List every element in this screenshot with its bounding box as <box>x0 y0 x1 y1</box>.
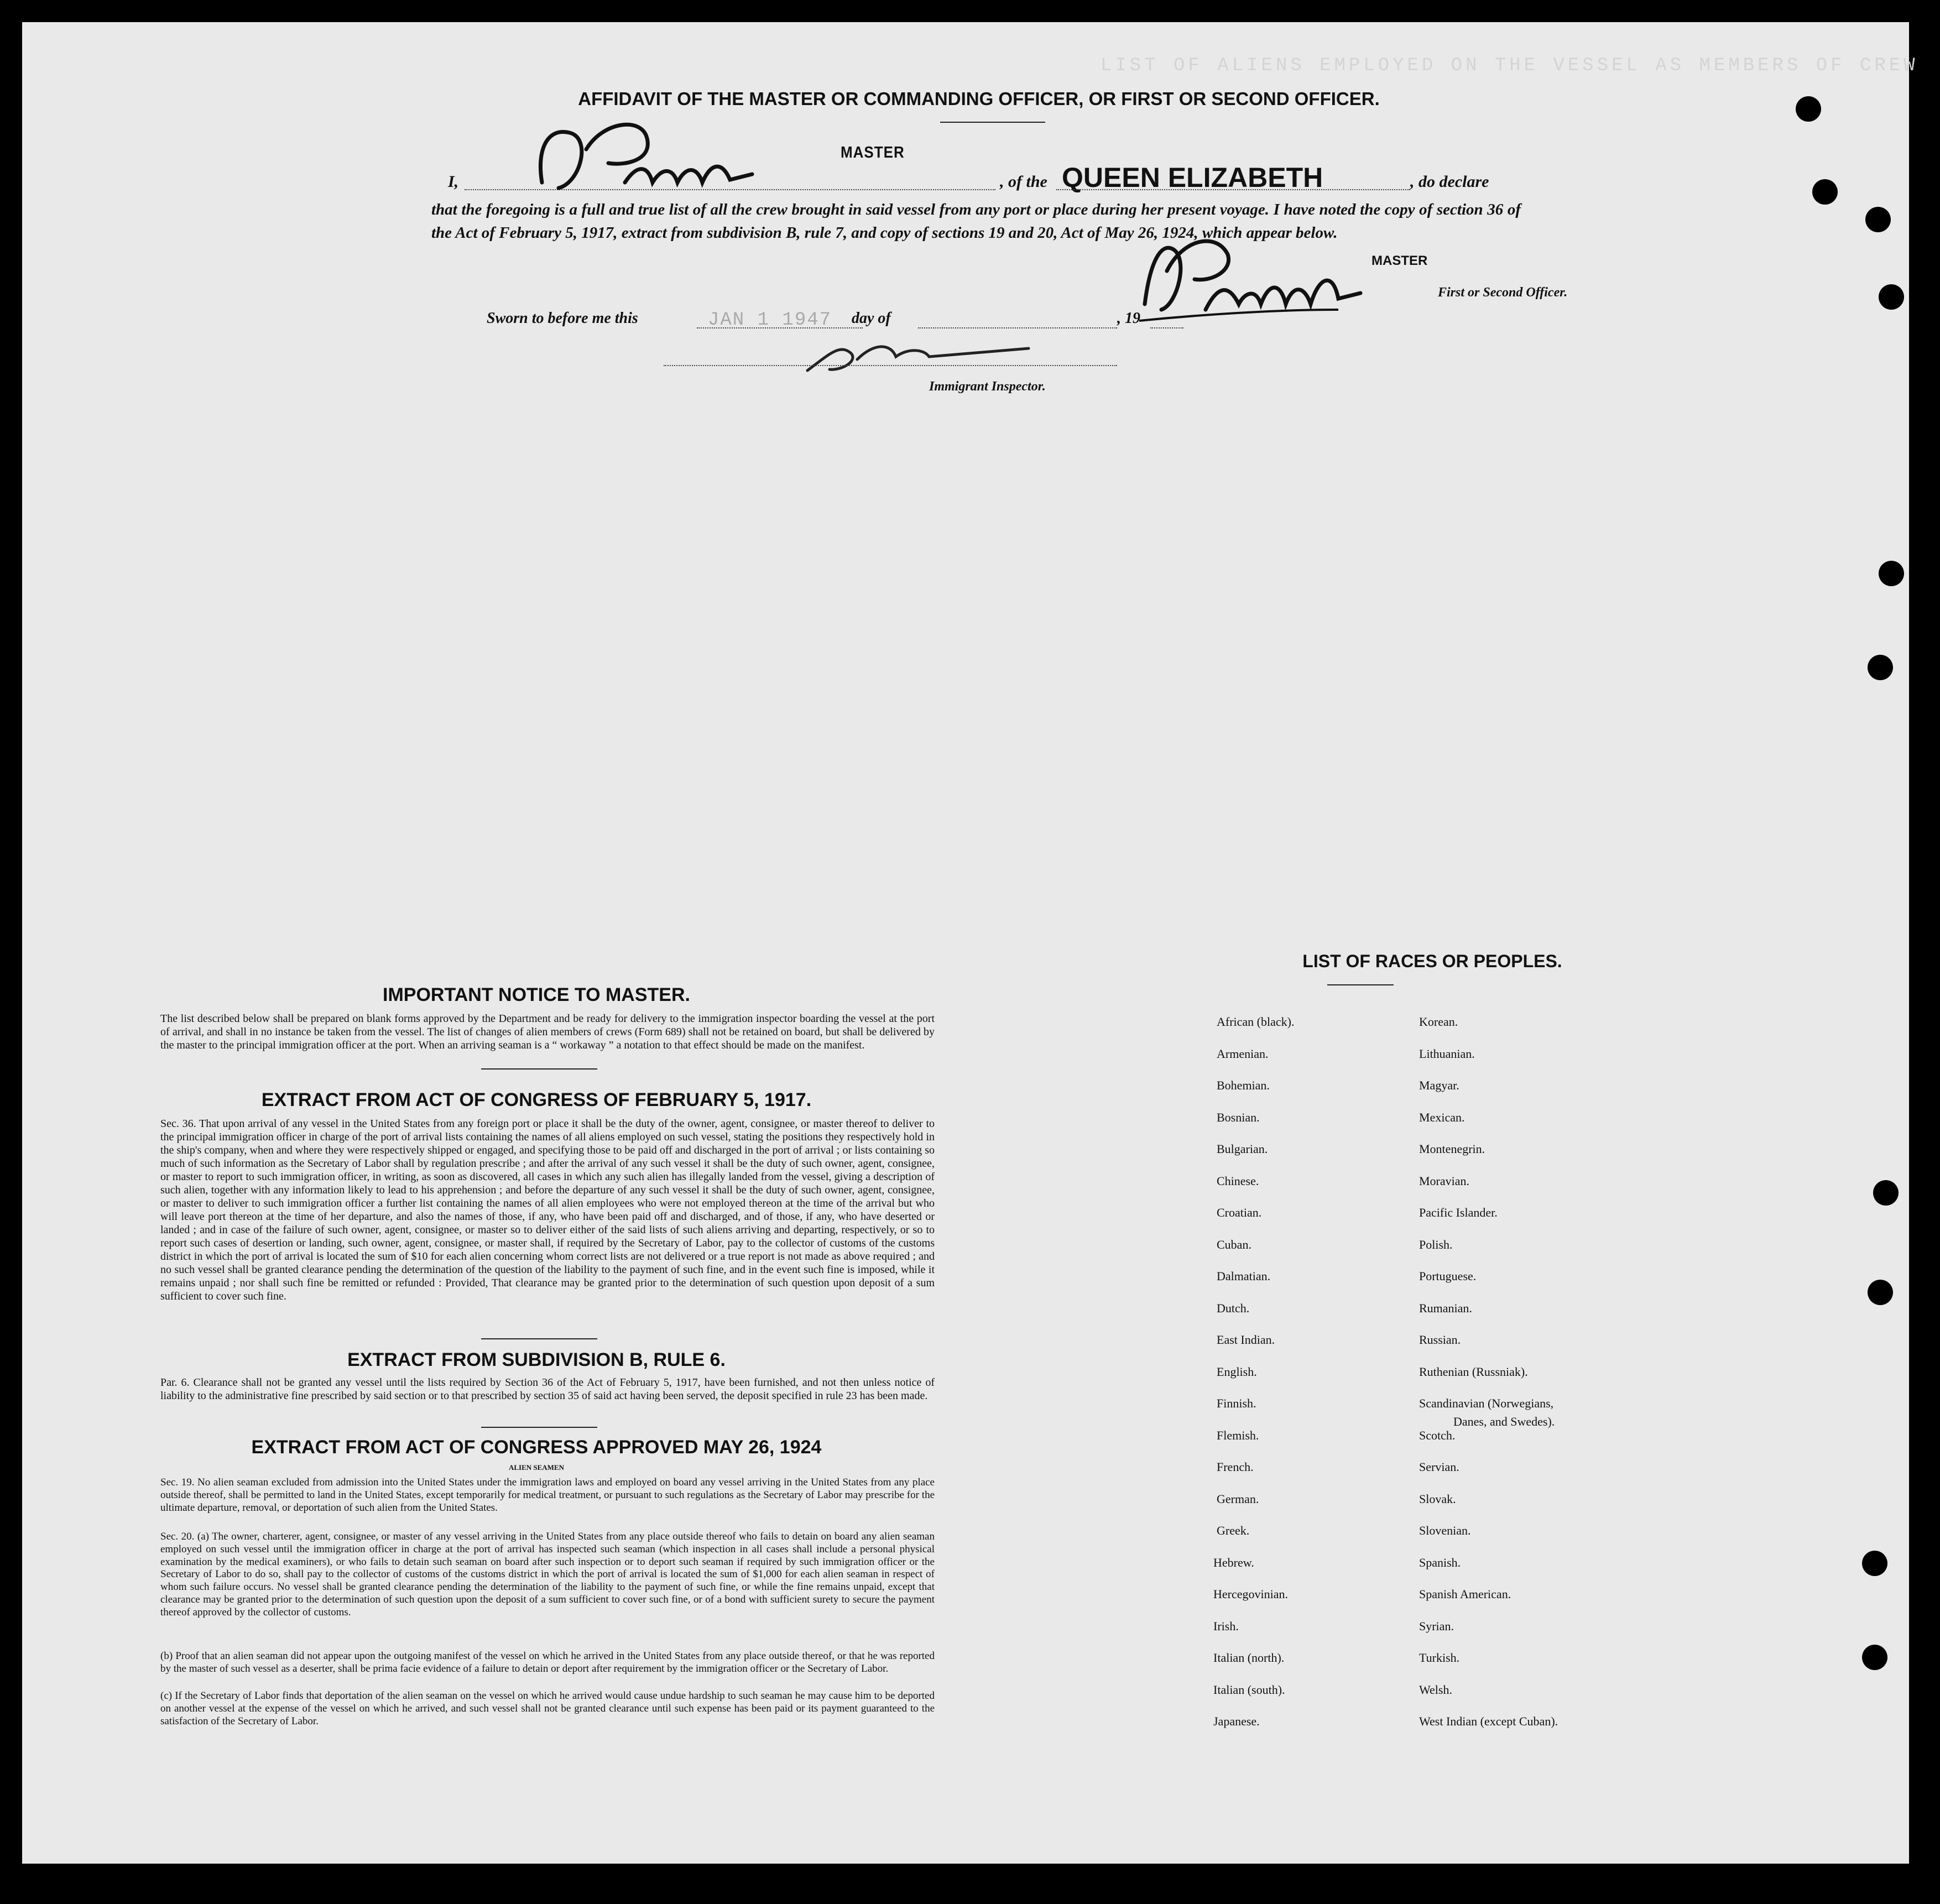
race-item: Spanish American. <box>1419 1587 1511 1601</box>
sworn-label: Sworn to before me this <box>487 310 638 327</box>
race-item: Bohemian. <box>1217 1078 1270 1092</box>
race-item: Cuban. <box>1217 1237 1251 1251</box>
affidavit-title: AFFIDAVIT OF THE MASTER OR COMMANDING OFFICER, OR FIRST OR SECOND OFFICER. <box>578 88 1380 109</box>
races-title: LIST OF RACES OR PEOPLES. <box>1302 951 1562 971</box>
race-item: Mexican. <box>1419 1110 1465 1124</box>
punch-hole <box>1879 284 1904 310</box>
race-item: Dalmatian. <box>1217 1269 1271 1283</box>
year-label: , 19 <box>1117 310 1140 327</box>
race-item: Polish. <box>1419 1237 1453 1251</box>
subdivision-b-body: Par. 6. Clearance shall not be granted any vessel until the lists required by Section 36 of the Act of February 5, 1917, have been furnished, and not then unless notice of liability to the administrative fine prescribed by said section or to that prescribed by section 35 of said act having been served, the deposit specified in rule 23 has been made. <box>160 1376 935 1402</box>
ship-name: QUEEN ELIZABETH <box>1062 162 1323 193</box>
race-item: Welsh. <box>1419 1682 1452 1697</box>
race-item: Servian. <box>1419 1460 1459 1474</box>
inspector-line <box>664 365 1117 366</box>
month-blank-line <box>918 327 1117 328</box>
of-the-label: , of the <box>1000 173 1047 191</box>
extract-1917-body: Sec. 36. That upon arrival of any vessel in the United States from any foreign port or place it shall be the duty of the owner, agent, consignee, or master thereof to deliver to the principal immigration officer in charge of the port of arrival lists containing the names of all aliens employed on such vessel, stating the positions they respectively hold in the ship's company, when and where they were respectively shipped or engaged, and specifying those to be paid off and discharged in the port of arrival ; or lists containing so much of such information as the Secretary of Labor shall by regulation prescribe ; and after the arrival of any such vessel it shall be the duty of such owner, agent, consignee, or master to report to such immigration officer, in writing, as soon as discovered, all cases in which any such alien has illegally landed from the vessel, giving a description of such alien, together with any information likely to lead to his apprehension ; and before the departure of any such vessel it shall be the duty of such owner, agent, consignee, or master to deliver to such immigration officer a further list containing the names of all alien employees who were not employed thereon at the time of the arrival but who will leave port thereon at the time of her departure, and also the names of those, if any, who have been paid off and discharged, and of those, if any, who have deserted or landed ; and in case of the failure of such owner, agent, consignee, or master so to deliver either of the said lists of such aliens arriving and departing, respectively, or so to report such cases of desertion or landing, such owner, agent, consignee, or master shall, if required by the Secretary of Labor, pay to the collector of customs of the customs district in which the port of arrival is located the sum of $10 for each alien concerning whom correct lists are not delivered or a true report is not made as above required ; and no such vessel shall be granted clearance pending the determination of the question of the liability to the payment of such fine, and in the event such fine is imposed, while it remains unpaid ; nor shall such fine be remitted or refunded : Provided, That clearance may be granted prior to the determination of such question upon deposit of a sum sufficient to cover such fine. <box>160 1118 935 1302</box>
extract-1924-sec20b: (b) Proof that an alien seaman did not appear upon the outgoing manifest of the vessel on which he arrived in the United States from any place outside thereof, or that he was reported by the master of such vessel as a deserter, shall be prima facie evidence of a failure to detain or deport after requirement by the immigration officer or the Secretary of Labor. <box>160 1650 935 1675</box>
declarant-signature <box>520 116 785 205</box>
punch-hole <box>1868 655 1893 680</box>
race-item: Croatian. <box>1217 1206 1262 1219</box>
master-stamp-2: MASTER <box>1371 253 1428 268</box>
race-item: Irish. <box>1213 1619 1239 1633</box>
race-item: Pacific Islander. <box>1419 1206 1498 1219</box>
officer-caption: First or Second Officer. <box>1438 285 1568 300</box>
punch-hole <box>1865 207 1891 232</box>
race-item: Hercegovinian. <box>1213 1587 1288 1601</box>
section-divider <box>481 1338 597 1339</box>
document-page <box>22 22 1918 1864</box>
inspector-caption: Immigrant Inspector. <box>929 379 1046 394</box>
race-item: English. <box>1217 1364 1257 1379</box>
race-item: Flemish. <box>1217 1428 1259 1442</box>
punch-hole <box>1812 179 1838 205</box>
race-item: Greek. <box>1217 1524 1250 1537</box>
race-item: Lithuanian. <box>1419 1046 1475 1061</box>
race-item: Armenian. <box>1217 1046 1269 1061</box>
extract-1924-sec20c: (c) If the Secretary of Labor finds that deportation of the alien seaman on the vessel on which he arrived would cause undue hardship to such seaman he may cause him to be deported on another vessel at the expense of the vessel on which he arrived, and such vessel shall not be granted clearance until such expense has been paid or its payment guaranteed to the satisfaction of the Secretary of Labor. <box>160 1690 935 1727</box>
extract-1924-title: EXTRACT FROM ACT OF CONGRESS APPROVED MAY 26, 1924 <box>251 1437 822 1458</box>
race-item: Japanese. <box>1213 1714 1260 1728</box>
race-item: Magyar. <box>1419 1078 1459 1092</box>
punch-hole <box>1796 96 1821 122</box>
race-item: Turkish. <box>1419 1651 1460 1665</box>
extract-1924-sec20a: Sec. 20. (a) The owner, charterer, agent, consignee, or master of any vessel arriving in the United States from any place outside thereof who fails to detain on board any alien seaman employed on such vessel until the immigration officer in charge at the port of arrival has inspected such seaman (which inspection in all cases shall include a personal physical examination by the medical examiners), or who fails to detain such seaman on board after such inspection or to deport such seaman if required by such immigration officer or the Secretary of Labor to do so, shall pay to the collector of customs of the customs district in which the port of arrival is located the sum of $1,000 for each alien seaman in respect of whom such failure occurs. No vessel shall be granted clearance pending the determination of the liability to the payment of such fine, or while the fine remains unpaid, except that clearance may be granted prior to the determination of such question upon the deposit of a sum sufficient to cover such fine, or of a bond with sufficient surety to secure the payment thereof approved by the collector of customs. <box>160 1531 935 1618</box>
race-item: Portuguese. <box>1419 1269 1477 1283</box>
punch-hole <box>1868 1280 1893 1305</box>
bleed-through-text: LIST OF ALIENS EMPLOYED ON THE VESSEL AS MEMBERS OF CREW <box>1101 55 1918 76</box>
date-stamp: JAN 1 1947 <box>708 310 832 331</box>
notice-body: The list described below shall be prepared on blank forms approved by the Department and be ready for delivery to the immigration inspector boarding the vessel at the port of arrival, and shall in no instance be taken from the vessel. The list of changes of alien members of crews (Form 689) shall not be retained on board, but shall be delivered by the master to the principal immigration officer at the port. When an arriving seaman is a “ workaway ” a notation to that effect should be made on the manifest. <box>160 1013 935 1051</box>
race-item: Korean. <box>1419 1015 1458 1029</box>
do-declare-label: , do declare <box>1410 173 1489 191</box>
master-stamp: MASTER <box>841 143 905 161</box>
punch-hole <box>1873 1180 1899 1206</box>
race-item: East Indian. <box>1217 1333 1275 1347</box>
subdivision-b-title: EXTRACT FROM SUBDIVISION B, RULE 6. <box>347 1349 726 1370</box>
affidavit-i-label: I, <box>448 173 459 191</box>
race-item: Syrian. <box>1419 1619 1454 1633</box>
affidavit-underline <box>940 122 1045 123</box>
race-item: African (black). <box>1217 1015 1295 1029</box>
inspector-signature <box>796 332 1045 382</box>
race-item: Russian. <box>1419 1333 1461 1347</box>
notice-title: IMPORTANT NOTICE TO MASTER. <box>383 984 690 1005</box>
race-item: Danes, and Swedes). <box>1453 1415 1555 1428</box>
race-item: West Indian (except Cuban). <box>1419 1714 1558 1728</box>
race-item: Slovak. <box>1419 1491 1456 1506</box>
year-blank-line <box>1150 327 1183 328</box>
race-item: Ruthenian (Russniak). <box>1419 1364 1528 1379</box>
day-of-label: day of <box>852 310 891 327</box>
race-item: Italian (south). <box>1213 1682 1285 1697</box>
race-item: Slovenian. <box>1419 1524 1471 1537</box>
race-item: Moravian. <box>1419 1173 1470 1188</box>
race-item: Scotch. <box>1419 1428 1456 1442</box>
race-item: Spanish. <box>1419 1555 1461 1569</box>
ship-blank-line <box>1056 189 1410 190</box>
affidavit-body: that the foregoing is a full and true list of all the crew brought in said vessel from any port or place during her present voyage. I have noted the copy of section 36 of the Act of February 5, 1917, extract from subdivision B, rule 7, and copy of sections 19 and 20, Act of May 26, 1924, which appear below. <box>431 201 1521 242</box>
race-item: Rumanian. <box>1419 1301 1472 1315</box>
race-item: French. <box>1217 1460 1254 1474</box>
extract-1924-sec19: Sec. 19. No alien seaman excluded from admission into the United States under the immigration laws and employed on board any vessel arriving in the United States from any place outside thereof, shall be permitted to land in the United States, except temporarily for medical treatment, or pursuant to such regulations as the Secretary of Labor may prescribe for the ultimate departure, removal, or deportation of such alien from the United States. <box>160 1477 935 1514</box>
races-underline <box>1327 984 1394 985</box>
race-item: Chinese. <box>1217 1173 1259 1188</box>
race-item: Finnish. <box>1217 1396 1256 1410</box>
extract-1924-subtitle: ALIEN SEAMEN <box>508 1463 565 1472</box>
race-item: Italian (north). <box>1213 1651 1285 1665</box>
section-divider <box>481 1427 597 1428</box>
section-divider <box>481 1068 597 1070</box>
race-item: Bulgarian. <box>1217 1142 1268 1156</box>
punch-hole <box>1879 561 1904 586</box>
race-item: German. <box>1217 1491 1259 1506</box>
race-item: Scandinavian (Norwegians, <box>1419 1396 1554 1410</box>
race-item: Dutch. <box>1217 1301 1250 1315</box>
race-item: Montenegrin. <box>1419 1142 1485 1156</box>
race-item: Hebrew. <box>1213 1555 1254 1569</box>
punch-hole <box>1862 1645 1887 1670</box>
race-item: Bosnian. <box>1217 1110 1260 1124</box>
extract-1917-title: EXTRACT FROM ACT OF CONGRESS OF FEBRUARY 5, 1917. <box>261 1089 812 1110</box>
master-signature <box>1128 227 1371 332</box>
punch-hole <box>1862 1551 1887 1576</box>
